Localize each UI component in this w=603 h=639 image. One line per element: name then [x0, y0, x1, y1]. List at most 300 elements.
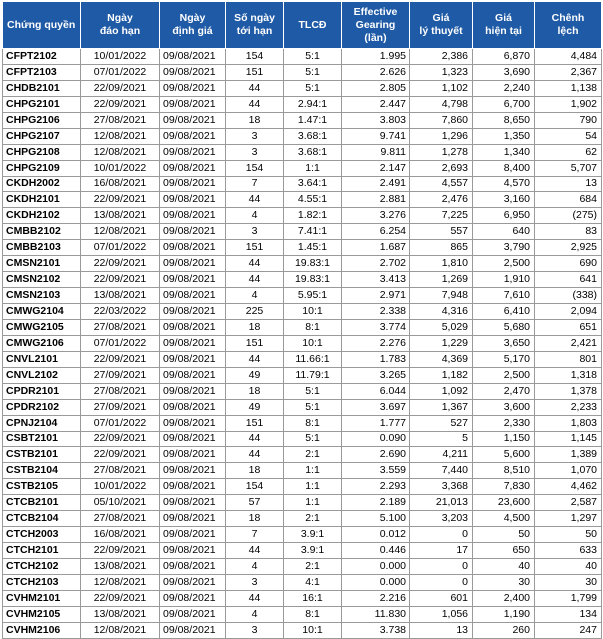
- maturity-date-cell: 27/09/2021: [81, 399, 160, 415]
- valuation-date-cell: 09/08/2021: [160, 192, 226, 208]
- maturity-date-cell: 05/10/2021: [81, 495, 160, 511]
- maturity-date-cell: 12/08/2021: [81, 622, 160, 638]
- difference-cell: 2,094: [535, 304, 602, 320]
- conversion-ratio-cell: 1:1: [284, 479, 342, 495]
- valuation-date-cell: 09/08/2021: [160, 574, 226, 590]
- warrant-code-cell: CPNJ2104: [3, 415, 81, 431]
- maturity-date-cell: 07/01/2022: [81, 335, 160, 351]
- current-price-cell: 7,830: [473, 479, 535, 495]
- maturity-date-cell: 10/01/2022: [81, 479, 160, 495]
- valuation-date-cell: 09/08/2021: [160, 399, 226, 415]
- days-to-maturity-cell: 3: [226, 128, 284, 144]
- effective-gearing-cell: 3.697: [342, 399, 410, 415]
- days-to-maturity-cell: 18: [226, 112, 284, 128]
- valuation-date-cell: 09/08/2021: [160, 304, 226, 320]
- table-row: [3, 319, 602, 335]
- conversion-ratio-cell: 5:1: [284, 383, 342, 399]
- current-price-cell: 5,680: [473, 319, 535, 335]
- difference-cell: 5,707: [535, 160, 602, 176]
- days-to-maturity-cell: 151: [226, 240, 284, 256]
- table-row: [3, 383, 602, 399]
- table-row: [3, 431, 602, 447]
- warrant-code-cell: CTCB2101: [3, 495, 81, 511]
- conversion-ratio-cell: 3.9:1: [284, 543, 342, 559]
- theoretical-price-cell: 2,693: [410, 160, 473, 176]
- conversion-ratio-cell: 3.64:1: [284, 176, 342, 192]
- conversion-ratio-cell: 11.66:1: [284, 351, 342, 367]
- days-to-maturity-cell: 18: [226, 319, 284, 335]
- maturity-date-cell: 22/03/2022: [81, 304, 160, 320]
- table-row: [3, 543, 602, 559]
- difference-cell: 1,902: [535, 96, 602, 112]
- difference-cell: 633: [535, 543, 602, 559]
- difference-cell: 4,484: [535, 49, 602, 65]
- valuation-date-cell: 09/08/2021: [160, 64, 226, 80]
- current-price-cell: 2,240: [473, 80, 535, 96]
- theoretical-price-cell: 4,557: [410, 176, 473, 192]
- effective-gearing-cell: 3.738: [342, 622, 410, 638]
- table-row: [3, 415, 602, 431]
- table-row: [3, 574, 602, 590]
- header-conversion-ratio: TLCĐ: [284, 2, 342, 49]
- effective-gearing-cell: 3.413: [342, 272, 410, 288]
- table-row: [3, 527, 602, 543]
- current-price-cell: 1,910: [473, 272, 535, 288]
- difference-cell: 2,233: [535, 399, 602, 415]
- maturity-date-cell: 22/09/2021: [81, 543, 160, 559]
- conversion-ratio-cell: 5:1: [284, 64, 342, 80]
- warrant-code-cell: CTCH2101: [3, 543, 81, 559]
- days-to-maturity-cell: 49: [226, 399, 284, 415]
- warrant-code-cell: CKDH2101: [3, 192, 81, 208]
- table-row: [3, 606, 602, 622]
- theoretical-price-cell: 4,316: [410, 304, 473, 320]
- maturity-date-cell: 27/08/2021: [81, 319, 160, 335]
- effective-gearing-cell: 6.044: [342, 383, 410, 399]
- warrant-table-container: [2, 1, 601, 639]
- warrant-code-cell: CMSN2101: [3, 256, 81, 272]
- theoretical-price-cell: 4,369: [410, 351, 473, 367]
- effective-gearing-cell: 2.805: [342, 80, 410, 96]
- maturity-date-cell: 22/09/2021: [81, 256, 160, 272]
- warrant-code-cell: CVHM2101: [3, 590, 81, 606]
- maturity-date-cell: 13/08/2021: [81, 208, 160, 224]
- days-to-maturity-cell: 151: [226, 64, 284, 80]
- maturity-date-cell: 27/08/2021: [81, 463, 160, 479]
- valuation-date-cell: 09/08/2021: [160, 415, 226, 431]
- warrant-code-cell: CPDR2102: [3, 399, 81, 415]
- warrant-code-cell: CMBB2103: [3, 240, 81, 256]
- maturity-date-cell: 22/09/2021: [81, 431, 160, 447]
- days-to-maturity-cell: 4: [226, 208, 284, 224]
- effective-gearing-cell: 2.147: [342, 160, 410, 176]
- theoretical-price-cell: 1,278: [410, 144, 473, 160]
- conversion-ratio-cell: 3.68:1: [284, 144, 342, 160]
- difference-cell: 2,421: [535, 335, 602, 351]
- warrant-code-cell: CMSN2102: [3, 272, 81, 288]
- valuation-date-cell: 09/08/2021: [160, 622, 226, 638]
- table-body: [3, 49, 602, 639]
- conversion-ratio-cell: 2:1: [284, 447, 342, 463]
- effective-gearing-cell: 2.881: [342, 192, 410, 208]
- theoretical-price-cell: 0: [410, 574, 473, 590]
- maturity-date-cell: 27/09/2021: [81, 367, 160, 383]
- maturity-date-cell: 12/08/2021: [81, 144, 160, 160]
- theoretical-price-cell: 1,102: [410, 80, 473, 96]
- days-to-maturity-cell: 44: [226, 543, 284, 559]
- maturity-date-cell: 07/01/2022: [81, 64, 160, 80]
- conversion-ratio-cell: 1.82:1: [284, 208, 342, 224]
- effective-gearing-cell: 2.276: [342, 335, 410, 351]
- effective-gearing-cell: 1.995: [342, 49, 410, 65]
- theoretical-price-cell: 1,092: [410, 383, 473, 399]
- maturity-date-cell: 16/08/2021: [81, 176, 160, 192]
- theoretical-price-cell: 3,203: [410, 511, 473, 527]
- maturity-date-cell: 22/09/2021: [81, 96, 160, 112]
- valuation-date-cell: 09/08/2021: [160, 128, 226, 144]
- table-row: [3, 399, 602, 415]
- difference-cell: 134: [535, 606, 602, 622]
- difference-cell: 641: [535, 272, 602, 288]
- table-row: [3, 112, 602, 128]
- warrant-code-cell: CKDH2002: [3, 176, 81, 192]
- theoretical-price-cell: 0: [410, 559, 473, 575]
- effective-gearing-cell: 2.216: [342, 590, 410, 606]
- theoretical-price-cell: 7,860: [410, 112, 473, 128]
- current-price-cell: 260: [473, 622, 535, 638]
- current-price-cell: 5,600: [473, 447, 535, 463]
- theoretical-price-cell: 1,296: [410, 128, 473, 144]
- effective-gearing-cell: 2.702: [342, 256, 410, 272]
- valuation-date-cell: 09/08/2021: [160, 272, 226, 288]
- valuation-date-cell: 09/08/2021: [160, 590, 226, 606]
- effective-gearing-cell: 2.293: [342, 479, 410, 495]
- days-to-maturity-cell: 151: [226, 335, 284, 351]
- table-row: [3, 447, 602, 463]
- current-price-cell: 1,150: [473, 431, 535, 447]
- header-theoretical-price: Giá lý thuyết: [410, 2, 473, 49]
- header-maturity-date: Ngày đáo hạn: [81, 2, 160, 49]
- valuation-date-cell: 09/08/2021: [160, 208, 226, 224]
- conversion-ratio-cell: 11.79:1: [284, 367, 342, 383]
- effective-gearing-cell: 3.774: [342, 319, 410, 335]
- current-price-cell: 5,170: [473, 351, 535, 367]
- warrant-code-cell: CTCH2103: [3, 574, 81, 590]
- maturity-date-cell: 07/01/2022: [81, 415, 160, 431]
- difference-cell: 62: [535, 144, 602, 160]
- days-to-maturity-cell: 49: [226, 367, 284, 383]
- conversion-ratio-cell: 3.9:1: [284, 527, 342, 543]
- theoretical-price-cell: 7,440: [410, 463, 473, 479]
- effective-gearing-cell: 2.338: [342, 304, 410, 320]
- table-row: [3, 49, 602, 65]
- difference-cell: 50: [535, 527, 602, 543]
- difference-cell: 83: [535, 224, 602, 240]
- days-to-maturity-cell: 7: [226, 176, 284, 192]
- difference-cell: 1,389: [535, 447, 602, 463]
- difference-cell: 54: [535, 128, 602, 144]
- days-to-maturity-cell: 3: [226, 224, 284, 240]
- theoretical-price-cell: 4,798: [410, 96, 473, 112]
- days-to-maturity-cell: 7: [226, 527, 284, 543]
- theoretical-price-cell: 1,269: [410, 272, 473, 288]
- effective-gearing-cell: 6.254: [342, 224, 410, 240]
- theoretical-price-cell: 5: [410, 431, 473, 447]
- table-row: [3, 304, 602, 320]
- warrant-code-cell: CTCH2102: [3, 559, 81, 575]
- valuation-date-cell: 09/08/2021: [160, 479, 226, 495]
- warrant-code-cell: CHDB2101: [3, 80, 81, 96]
- theoretical-price-cell: 7,948: [410, 288, 473, 304]
- days-to-maturity-cell: 3: [226, 144, 284, 160]
- header-current-price: Giá hiện tại: [473, 2, 535, 49]
- valuation-date-cell: 09/08/2021: [160, 49, 226, 65]
- current-price-cell: 6,700: [473, 96, 535, 112]
- days-to-maturity-cell: 18: [226, 463, 284, 479]
- table-row: [3, 511, 602, 527]
- warrant-code-cell: CNVL2102: [3, 367, 81, 383]
- conversion-ratio-cell: 10:1: [284, 335, 342, 351]
- table-row: [3, 176, 602, 192]
- difference-cell: 1,070: [535, 463, 602, 479]
- difference-cell: 4,462: [535, 479, 602, 495]
- difference-cell: 651: [535, 319, 602, 335]
- current-price-cell: 3,690: [473, 64, 535, 80]
- difference-cell: 1,297: [535, 511, 602, 527]
- days-to-maturity-cell: 18: [226, 511, 284, 527]
- valuation-date-cell: 09/08/2021: [160, 96, 226, 112]
- header-warrant-code: Chứng quyền: [3, 2, 81, 49]
- current-price-cell: 6,410: [473, 304, 535, 320]
- conversion-ratio-cell: 2.94:1: [284, 96, 342, 112]
- days-to-maturity-cell: 44: [226, 80, 284, 96]
- days-to-maturity-cell: 18: [226, 383, 284, 399]
- current-price-cell: 8,650: [473, 112, 535, 128]
- difference-cell: 1,799: [535, 590, 602, 606]
- maturity-date-cell: 10/01/2022: [81, 49, 160, 65]
- theoretical-price-cell: 17: [410, 543, 473, 559]
- theoretical-price-cell: 2,476: [410, 192, 473, 208]
- effective-gearing-cell: 3.559: [342, 463, 410, 479]
- difference-cell: 1,138: [535, 80, 602, 96]
- difference-cell: 684: [535, 192, 602, 208]
- maturity-date-cell: 22/09/2021: [81, 447, 160, 463]
- current-price-cell: 30: [473, 574, 535, 590]
- days-to-maturity-cell: 44: [226, 447, 284, 463]
- theoretical-price-cell: 527: [410, 415, 473, 431]
- current-price-cell: 3,790: [473, 240, 535, 256]
- effective-gearing-cell: 0.000: [342, 574, 410, 590]
- effective-gearing-cell: 1.783: [342, 351, 410, 367]
- effective-gearing-cell: 0.000: [342, 559, 410, 575]
- difference-cell: 790: [535, 112, 602, 128]
- maturity-date-cell: 12/08/2021: [81, 128, 160, 144]
- difference-cell: 1,803: [535, 415, 602, 431]
- maturity-date-cell: 22/09/2021: [81, 272, 160, 288]
- conversion-ratio-cell: 8:1: [284, 415, 342, 431]
- effective-gearing-cell: 2.189: [342, 495, 410, 511]
- days-to-maturity-cell: 3: [226, 622, 284, 638]
- warrant-code-cell: CHPG2108: [3, 144, 81, 160]
- conversion-ratio-cell: 2:1: [284, 559, 342, 575]
- conversion-ratio-cell: 1:1: [284, 160, 342, 176]
- table-row: [3, 160, 602, 176]
- table-row: [3, 256, 602, 272]
- theoretical-price-cell: 865: [410, 240, 473, 256]
- valuation-date-cell: 09/08/2021: [160, 288, 226, 304]
- current-price-cell: 2,400: [473, 590, 535, 606]
- warrant-code-cell: CNVL2101: [3, 351, 81, 367]
- warrant-code-cell: CMWG2105: [3, 319, 81, 335]
- conversion-ratio-cell: 19.83:1: [284, 256, 342, 272]
- days-to-maturity-cell: 57: [226, 495, 284, 511]
- table-row: [3, 208, 602, 224]
- table-row: [3, 495, 602, 511]
- valuation-date-cell: 09/08/2021: [160, 511, 226, 527]
- warrant-code-cell: CHPG2106: [3, 112, 81, 128]
- current-price-cell: 7,610: [473, 288, 535, 304]
- valuation-date-cell: 09/08/2021: [160, 351, 226, 367]
- theoretical-price-cell: 0: [410, 527, 473, 543]
- theoretical-price-cell: 21,013: [410, 495, 473, 511]
- effective-gearing-cell: 11.830: [342, 606, 410, 622]
- current-price-cell: 2,330: [473, 415, 535, 431]
- conversion-ratio-cell: 1.47:1: [284, 112, 342, 128]
- theoretical-price-cell: 2,386: [410, 49, 473, 65]
- difference-cell: 30: [535, 574, 602, 590]
- valuation-date-cell: 09/08/2021: [160, 367, 226, 383]
- days-to-maturity-cell: 4: [226, 559, 284, 575]
- warrant-code-cell: CHPG2101: [3, 96, 81, 112]
- current-price-cell: 4,570: [473, 176, 535, 192]
- valuation-date-cell: 09/08/2021: [160, 606, 226, 622]
- current-price-cell: 1,350: [473, 128, 535, 144]
- effective-gearing-cell: 5.100: [342, 511, 410, 527]
- effective-gearing-cell: 0.012: [342, 527, 410, 543]
- maturity-date-cell: 13/08/2021: [81, 606, 160, 622]
- difference-cell: 801: [535, 351, 602, 367]
- valuation-date-cell: 09/08/2021: [160, 383, 226, 399]
- theoretical-price-cell: 1,323: [410, 64, 473, 80]
- maturity-date-cell: 27/08/2021: [81, 112, 160, 128]
- current-price-cell: 2,470: [473, 383, 535, 399]
- maturity-date-cell: 13/08/2021: [81, 559, 160, 575]
- table-row: [3, 288, 602, 304]
- warrant-table: [2, 1, 602, 639]
- theoretical-price-cell: 7,225: [410, 208, 473, 224]
- table-row: [3, 64, 602, 80]
- conversion-ratio-cell: 16:1: [284, 590, 342, 606]
- warrant-code-cell: CVHM2106: [3, 622, 81, 638]
- warrant-code-cell: CSTB2101: [3, 447, 81, 463]
- conversion-ratio-cell: 2:1: [284, 511, 342, 527]
- warrant-code-cell: CSTB2104: [3, 463, 81, 479]
- warrant-code-cell: CPDR2101: [3, 383, 81, 399]
- warrant-code-cell: CMBB2102: [3, 224, 81, 240]
- warrant-code-cell: CKDH2102: [3, 208, 81, 224]
- effective-gearing-cell: 2.626: [342, 64, 410, 80]
- table-row: [3, 351, 602, 367]
- maturity-date-cell: 10/01/2022: [81, 160, 160, 176]
- conversion-ratio-cell: 1:1: [284, 495, 342, 511]
- maturity-date-cell: 16/08/2021: [81, 527, 160, 543]
- header-effective-gearing: Effective Gearing (lần): [342, 2, 410, 49]
- maturity-date-cell: 07/01/2022: [81, 240, 160, 256]
- effective-gearing-cell: 2.971: [342, 288, 410, 304]
- current-price-cell: 2,500: [473, 256, 535, 272]
- theoretical-price-cell: 1,229: [410, 335, 473, 351]
- days-to-maturity-cell: 151: [226, 415, 284, 431]
- effective-gearing-cell: 0.446: [342, 543, 410, 559]
- warrant-code-cell: CSBT2101: [3, 431, 81, 447]
- effective-gearing-cell: 1.687: [342, 240, 410, 256]
- table-row: [3, 80, 602, 96]
- conversion-ratio-cell: 5:1: [284, 399, 342, 415]
- days-to-maturity-cell: 44: [226, 431, 284, 447]
- valuation-date-cell: 09/08/2021: [160, 495, 226, 511]
- maturity-date-cell: 12/08/2021: [81, 574, 160, 590]
- current-price-cell: 8,510: [473, 463, 535, 479]
- conversion-ratio-cell: 4:1: [284, 574, 342, 590]
- warrant-code-cell: CVHM2105: [3, 606, 81, 622]
- theoretical-price-cell: 4,211: [410, 447, 473, 463]
- days-to-maturity-cell: 44: [226, 272, 284, 288]
- current-price-cell: 2,500: [473, 367, 535, 383]
- warrant-code-cell: CSTB2105: [3, 479, 81, 495]
- theoretical-price-cell: 1,056: [410, 606, 473, 622]
- theoretical-price-cell: 5,029: [410, 319, 473, 335]
- conversion-ratio-cell: 5:1: [284, 431, 342, 447]
- days-to-maturity-cell: 154: [226, 160, 284, 176]
- header-days-to-maturity: Số ngày tới hạn: [226, 2, 284, 49]
- maturity-date-cell: 13/08/2021: [81, 288, 160, 304]
- current-price-cell: 6,950: [473, 208, 535, 224]
- valuation-date-cell: 09/08/2021: [160, 559, 226, 575]
- theoretical-price-cell: 601: [410, 590, 473, 606]
- effective-gearing-cell: 2.447: [342, 96, 410, 112]
- theoretical-price-cell: 557: [410, 224, 473, 240]
- warrant-code-cell: CTCH2003: [3, 527, 81, 543]
- current-price-cell: 650: [473, 543, 535, 559]
- days-to-maturity-cell: 225: [226, 304, 284, 320]
- theoretical-price-cell: 1,810: [410, 256, 473, 272]
- conversion-ratio-cell: 3.68:1: [284, 128, 342, 144]
- difference-cell: 2,925: [535, 240, 602, 256]
- valuation-date-cell: 09/08/2021: [160, 144, 226, 160]
- conversion-ratio-cell: 4.55:1: [284, 192, 342, 208]
- current-price-cell: 3,600: [473, 399, 535, 415]
- header-valuation-date: Ngày định giá: [160, 2, 226, 49]
- theoretical-price-cell: 1,367: [410, 399, 473, 415]
- maturity-date-cell: 27/08/2021: [81, 511, 160, 527]
- maturity-date-cell: 22/09/2021: [81, 351, 160, 367]
- current-price-cell: 3,650: [473, 335, 535, 351]
- current-price-cell: 640: [473, 224, 535, 240]
- valuation-date-cell: 09/08/2021: [160, 335, 226, 351]
- conversion-ratio-cell: 5:1: [284, 49, 342, 65]
- valuation-date-cell: 09/08/2021: [160, 256, 226, 272]
- valuation-date-cell: 09/08/2021: [160, 447, 226, 463]
- days-to-maturity-cell: 3: [226, 574, 284, 590]
- days-to-maturity-cell: 154: [226, 49, 284, 65]
- table-row: [3, 367, 602, 383]
- difference-cell: 1,378: [535, 383, 602, 399]
- maturity-date-cell: 22/09/2021: [81, 80, 160, 96]
- current-price-cell: 6,870: [473, 49, 535, 65]
- days-to-maturity-cell: 4: [226, 288, 284, 304]
- days-to-maturity-cell: 44: [226, 256, 284, 272]
- maturity-date-cell: 22/09/2021: [81, 590, 160, 606]
